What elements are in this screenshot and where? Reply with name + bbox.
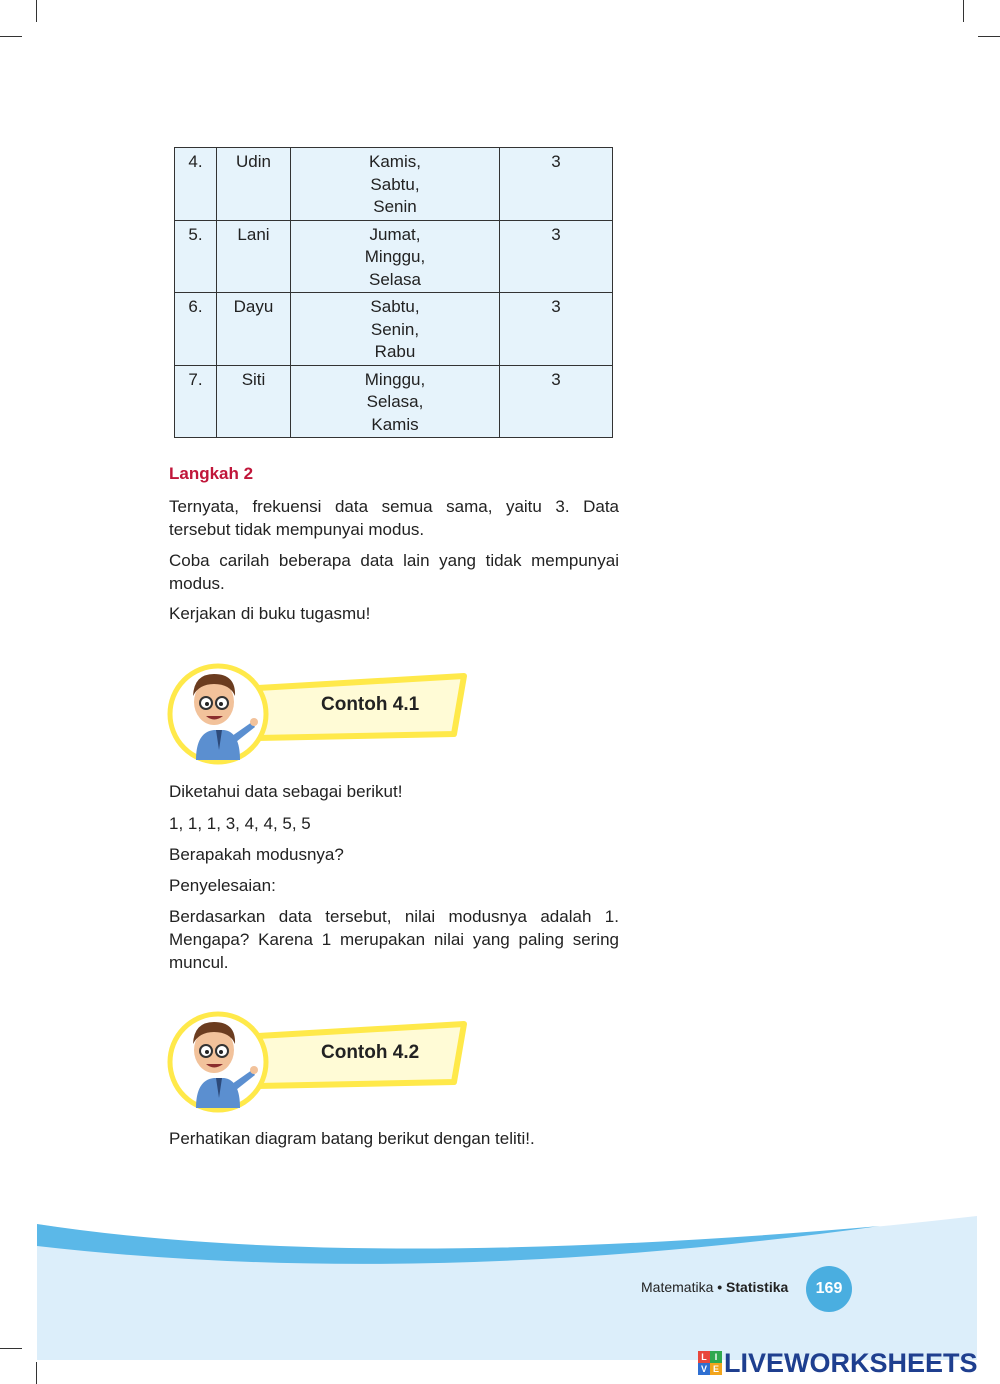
row-number: 7.	[175, 365, 217, 438]
example-label: Contoh 4.1	[321, 694, 420, 715]
example-data: 1, 1, 1, 3, 4, 4, 5, 5	[169, 814, 311, 833]
chapter-name: Statistika	[726, 1279, 789, 1295]
watermark-text: LIVEWORKSHEETS	[724, 1347, 978, 1378]
day-item: Kamis,	[369, 152, 421, 171]
liveworksheets-watermark	[698, 1346, 978, 1380]
example-question: Berapakah modusnya?	[169, 845, 344, 864]
example-intro: Perhatikan diagram batang berikut dengan teliti!.	[169, 1129, 535, 1148]
crop-mark	[963, 0, 964, 22]
table-row	[175, 148, 613, 221]
table-row	[175, 365, 613, 438]
student-name: Siti	[217, 365, 291, 438]
frequency: 3	[500, 293, 613, 366]
table-row	[175, 293, 613, 366]
day-item: Minggu,	[364, 369, 426, 389]
step-paragraph-1: Ternyata, frekuensi data semua sama, yaitu 3. Data tersebut tidak mempunyai modus.	[169, 497, 619, 539]
student-name: Udin	[217, 148, 291, 221]
day-item: Sabtu,	[370, 297, 420, 316]
day-item: Minggu,	[364, 247, 426, 266]
day-list	[291, 365, 500, 438]
student-name: Dayu	[217, 293, 291, 366]
day-item: Jumat,	[369, 224, 421, 244]
day-list	[291, 293, 500, 366]
step-paragraph-2: Coba carilah beberapa data lain yang tidak mempunyai modus.	[169, 551, 619, 593]
crop-mark	[36, 0, 37, 22]
day-item: Rabu	[374, 342, 416, 361]
logo-letter: I	[710, 1351, 722, 1363]
example-label: Contoh 4.2	[321, 1042, 420, 1063]
day-item: Senin	[373, 197, 417, 216]
day-list	[291, 220, 500, 293]
example-banner	[166, 1008, 476, 1116]
crop-mark	[36, 1362, 37, 1384]
row-number: 6.	[175, 293, 217, 366]
logo-letter: V	[698, 1363, 710, 1375]
day-item: Selasa,	[366, 392, 424, 411]
day-item: Sabtu,	[370, 174, 420, 194]
page-number: 169	[806, 1266, 852, 1312]
day-item: Kamis	[371, 414, 419, 434]
row-number: 4.	[175, 148, 217, 221]
step-paragraph-3: Kerjakan di buku tugasmu!	[169, 604, 371, 623]
crop-mark	[0, 36, 22, 37]
student-name: Lani	[217, 220, 291, 293]
row-number: 5.	[175, 220, 217, 293]
day-item: Selasa	[369, 269, 421, 289]
table-row	[175, 220, 613, 293]
subject-name: Matematika	[641, 1279, 714, 1295]
solution-label: Penyelesaian:	[169, 876, 276, 895]
frequency: 3	[500, 148, 613, 221]
day-list	[291, 148, 500, 221]
frequency: 3	[500, 220, 613, 293]
day-item: Senin,	[370, 319, 420, 339]
step-heading: Langkah 2	[169, 464, 254, 483]
data-table	[174, 147, 613, 438]
separator: •	[717, 1279, 723, 1295]
crop-mark	[978, 36, 1000, 37]
solution-text: Berdasarkan data tersebut, nilai modusnya adalah 1. Mengapa? Karena 1 merupakan nilai yang paling sering muncul.	[169, 907, 619, 972]
liveworksheets-logo-icon	[698, 1351, 722, 1375]
logo-letter: E	[710, 1363, 722, 1375]
footer-subject	[641, 1279, 788, 1295]
example-intro: Diketahui data sebagai berikut!	[169, 782, 403, 801]
logo-letter: L	[698, 1351, 710, 1363]
example-banner	[166, 660, 476, 768]
frequency: 3	[500, 365, 613, 438]
